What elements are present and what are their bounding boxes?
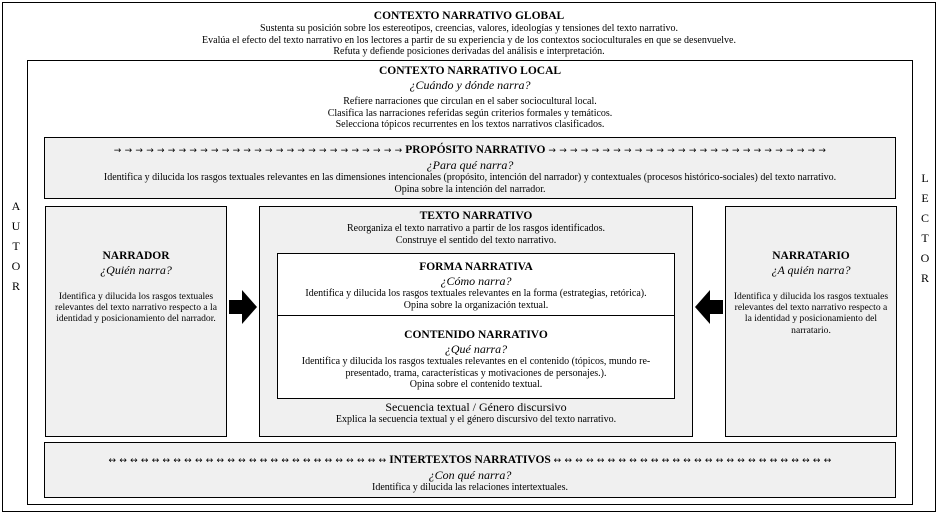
- narrador-title: NARRADOR: [102, 250, 170, 262]
- narrador-box: [45, 206, 227, 437]
- contenido-narrativo-line: presentado, trama, características y motivaciones de personajes.).: [345, 367, 607, 379]
- double-arrows-icon: ↔ ↔ ↔ ↔ ↔ ↔ ↔ ↔ ↔ ↔ ↔ ↔ ↔ ↔ ↔ ↔ ↔ ↔ ↔ ↔ ↔ ↔ ↔ ↔ ↔ ↔: [108, 456, 387, 466]
- forma-narrativa-box: [277, 253, 675, 316]
- secuencia-line: Explica la secuencia textual y el género discursivo del texto narrativo.: [335, 414, 617, 425]
- narratario-question: ¿A quién narra?: [771, 263, 851, 277]
- local-context-question: ¿Cuándo y dónde narra?: [409, 78, 531, 92]
- local-context-title: CONTEXTO NARRATIVO LOCAL: [378, 65, 562, 77]
- contenido-narrativo-title: CONTENIDO NARRATIVO: [404, 329, 548, 341]
- forma-narrativa-question: ¿Cómo narra?: [440, 274, 512, 288]
- lector-label: L E C T O R: [920, 171, 930, 285]
- forma-narrativa-title: FORMA NARRATIVA: [419, 261, 533, 273]
- right-arrows-icon: → → → → → → → → → → → → → → → → → → → → → → → → → → →: [113, 146, 403, 156]
- intertextos-title: INTERTEXTOS NARRATIVOS: [389, 454, 551, 466]
- narrador-text: Identifica y dilucida los rasgos textuales relevantes del texto narrativo respecto a la identidad y posicionamiento del narrador.: [55, 291, 217, 325]
- intertextos-line: Identifica y dilucida las relaciones intertextuales.: [371, 482, 569, 493]
- proposito-title: PROPÓSITO NARRATIVO: [405, 144, 546, 156]
- forma-narrativa-line: Opina sobre la organización textual.: [403, 299, 549, 311]
- contenido-narrativo-line: Opina sobre el contenido textual.: [409, 379, 543, 391]
- proposito-line: Identifica y dilucida los rasgos textuales relevantes en las dimensiones intencionales (propósito, intención del narrador) y contextuales (procesos histórico-sociales) del texto narrativo.: [103, 172, 837, 183]
- proposito-line: Opina sobre la intención del narrador.: [394, 183, 546, 195]
- arrow-right-icon: [229, 290, 257, 324]
- local-context-line: Clasifica las narraciones referidas según criterios formales y temáticos.: [327, 107, 613, 119]
- local-context-line: Selecciona tópicos recurrentes en los textos narrativos clasificados.: [335, 119, 605, 131]
- right-arrows-icon: → → → → → → → → → → → → → → → → → → → → → → → → → →: [548, 146, 827, 156]
- secuencia-title: Secuencia textual / Género discursivo: [385, 400, 567, 414]
- intertextos-box: [44, 442, 896, 498]
- texto-narrativo-line: Construye el sentido del texto narrativo.: [395, 234, 557, 246]
- arrow-left-icon: [695, 290, 723, 324]
- narratario-title: NARRATARIO: [772, 250, 850, 262]
- global-context-line: Sustenta su posición sobre los estereotipos, creencias, valores, ideologías y tensiones del texto narrativo.: [260, 23, 678, 34]
- global-context-line: Evalúa el efecto del texto narrativo en los lectores a partir de su experiencia y de los contextos socioculturales en que se desenvuelve.: [202, 34, 736, 46]
- contenido-narrativo-question: ¿Qué narra?: [444, 342, 508, 356]
- autor-label: A U T O R: [11, 199, 21, 293]
- intertextos-title-row: [45, 453, 895, 468]
- texto-narrativo-title: TEXTO NARRATIVO: [419, 210, 533, 222]
- global-context-line: Refuta y defiende posiciones derivadas del análisis e interpretación.: [333, 46, 605, 58]
- forma-narrativa-line: Identifica y dilucida los rasgos textuales relevantes en la forma (estrategias, retórica).: [305, 288, 647, 299]
- proposito-question: ¿Para qué narra?: [426, 158, 514, 172]
- proposito-box: [44, 137, 896, 199]
- intertextos-question: ¿Con qué narra?: [428, 468, 512, 482]
- contenido-narrativo-line: Identifica y dilucida los rasgos textuales relevantes en el contenido (tópicos, mundo re-: [301, 356, 651, 367]
- narratario-box: [725, 206, 897, 437]
- narrador-question: ¿Quién narra?: [100, 263, 172, 277]
- narratario-text: Identifica y dilucida los rasgos textuales relevantes del texto narrativo respecto a la identidad y posicionamiento del narratario.: [733, 291, 889, 336]
- local-context-line: Refiere narraciones que circulan en el saber sociocultural local.: [343, 96, 597, 107]
- proposito-title-row: [45, 143, 895, 158]
- contenido-narrativo-box: [277, 315, 675, 399]
- texto-narrativo-line: Reorganiza el texto narrativo a partir de los rasgos identificados.: [346, 223, 606, 234]
- double-arrows-icon: ↔ ↔ ↔ ↔ ↔ ↔ ↔ ↔ ↔ ↔ ↔ ↔ ↔ ↔ ↔ ↔ ↔ ↔ ↔ ↔ ↔ ↔ ↔ ↔ ↔ ↔: [553, 456, 832, 466]
- global-context-title: CONTEXTO NARRATIVO GLOBAL: [373, 10, 565, 22]
